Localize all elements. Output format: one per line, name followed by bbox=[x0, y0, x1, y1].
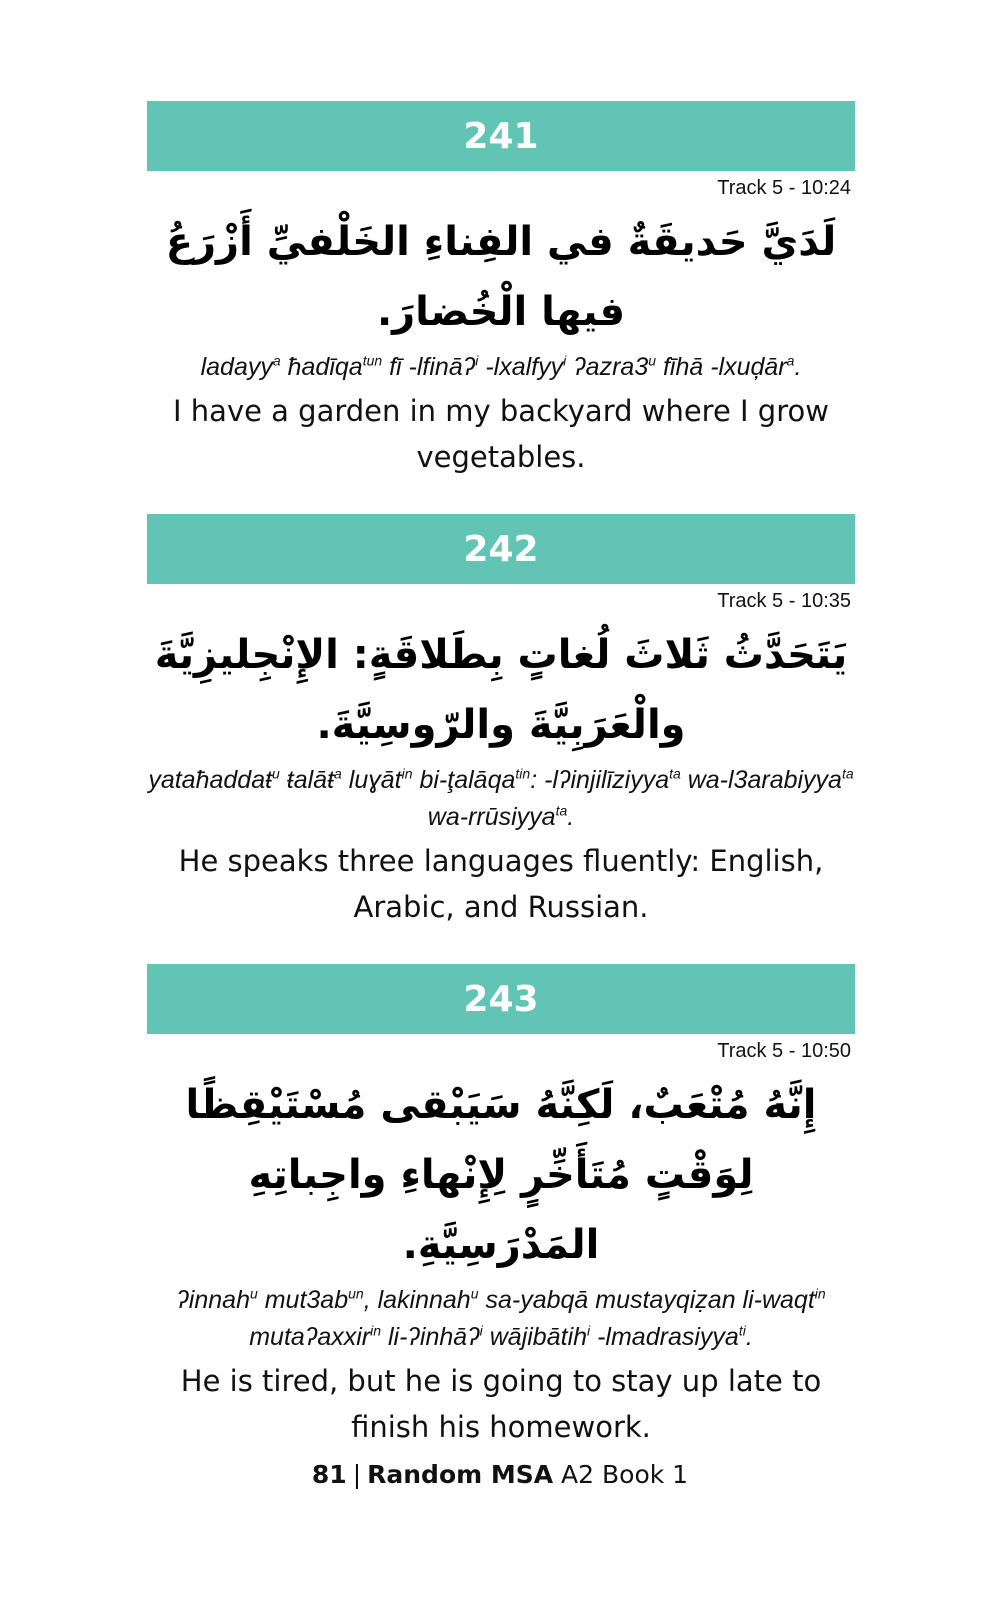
transliteration: ʔinnah$^u$ $mut3ab^{un}$, lakinnah$^u$ sa-yabqā mustayqiẓan li-waqt$^{in}$ mutaʔaxxir$^{in}$ li-ʔinhāʔ$^i$ wājibātih$^i$ -lmadrasiyya$^{ti}$. bbox=[176, 1285, 826, 1351]
entry-number-banner bbox=[147, 514, 855, 584]
transliteration: yataħaddaŧ$^u$ ŧalāŧ$^a$ luɣāt$^{in}$ bi-ţalāqa$^{tin}$: -lʔinjilīziyya$^{ta}$ wa-l3arabiyya$^{ta}$ wa-rrūsiyya$^{ta}$. bbox=[148, 765, 854, 831]
entry-241 bbox=[147, 101, 855, 480]
entry-number: 242 bbox=[463, 528, 539, 570]
case-ending-superscript: i bbox=[563, 352, 567, 369]
case-ending-superscript: i bbox=[479, 1322, 483, 1339]
case-ending-superscript: u bbox=[470, 1285, 479, 1302]
page-number: 81 bbox=[311, 1460, 347, 1489]
case-ending-superscript: tun bbox=[362, 352, 383, 369]
case-ending-superscript: u bbox=[648, 352, 657, 369]
arabic-sentence: إِنَّهُ مُتْعَبٌ، لَكِنَّهُ سَيَبْقى مُسْتَيْقِظًا لِوَقْتٍ مُتَأَخِّرٍ لِإِنْهاءِ واجِباتِهِ المَدْرَسِيَّةِ. bbox=[185, 1082, 817, 1268]
case-ending-superscript: ti bbox=[738, 1322, 746, 1339]
case-ending-superscript: in bbox=[814, 1285, 826, 1302]
case-ending-superscript: u bbox=[249, 1285, 258, 1302]
case-ending-superscript: a bbox=[272, 352, 281, 369]
audio-track-timestamp: Track 5 - 10:50 bbox=[717, 1040, 851, 1062]
english-translation: I have a garden in my backyard where I grow vegetables. bbox=[173, 394, 829, 474]
arabic-sentence: لَدَيَّ حَديقَةٌ في الفِناءِ الخَلْفيِّ أَزْرَعُ فيها الْخُضارَ. bbox=[165, 219, 837, 335]
case-ending-superscript: ta bbox=[841, 765, 854, 782]
transliteration: ladayy$^a$ ħadīqa$^{tun}$ fī -lfināʔ$^i$ -lxalfyy$^i$ ʔazra3$^u$ fīhā -lxuḑār$^a$. bbox=[200, 352, 802, 381]
case-ending-superscript: un bbox=[348, 1285, 364, 1302]
case-ending-superscript: i bbox=[475, 352, 479, 369]
case-ending-superscript: a bbox=[334, 765, 342, 782]
audio-track-timestamp: Track 5 - 10:35 bbox=[717, 590, 851, 612]
audio-track-timestamp: Track 5 - 10:24 bbox=[717, 177, 851, 199]
book-title-bold: Random MSA bbox=[367, 1460, 554, 1489]
case-ending-superscript: i bbox=[587, 1322, 591, 1339]
case-ending-superscript: in bbox=[401, 765, 413, 782]
entry-242 bbox=[147, 514, 855, 930]
case-ending-superscript: in bbox=[370, 1322, 382, 1339]
book-title-rest: A2 Book 1 bbox=[553, 1460, 689, 1489]
case-ending-superscript: tin bbox=[515, 765, 531, 782]
entry-number-banner bbox=[147, 101, 855, 171]
page-footer bbox=[0, 1460, 1000, 1489]
case-ending-superscript: u bbox=[272, 765, 280, 782]
entry-243 bbox=[147, 964, 855, 1450]
case-ending-superscript: ta bbox=[669, 765, 681, 782]
case-ending-superscript: ta bbox=[555, 802, 568, 819]
footer-separator: | bbox=[352, 1460, 362, 1489]
english-translation: He speaks three languages fluently: English, Arabic, and Russian. bbox=[178, 844, 824, 924]
entry-number: 243 bbox=[463, 978, 539, 1020]
case-ending-superscript: a bbox=[786, 352, 795, 369]
arabic-sentence: يَتَحَدَّثُ ثَلاثَ لُغاتٍ بِطَلاقَةٍ: الإِنْجِليزِيَّةَ والْعَرَبِيَّةَ والرّوسِيَّةَ. bbox=[154, 632, 848, 748]
entry-number: 241 bbox=[463, 115, 539, 157]
entry-number-banner bbox=[147, 964, 855, 1034]
english-translation: He is tired, but he is going to stay up late to finish his homework. bbox=[180, 1364, 822, 1444]
